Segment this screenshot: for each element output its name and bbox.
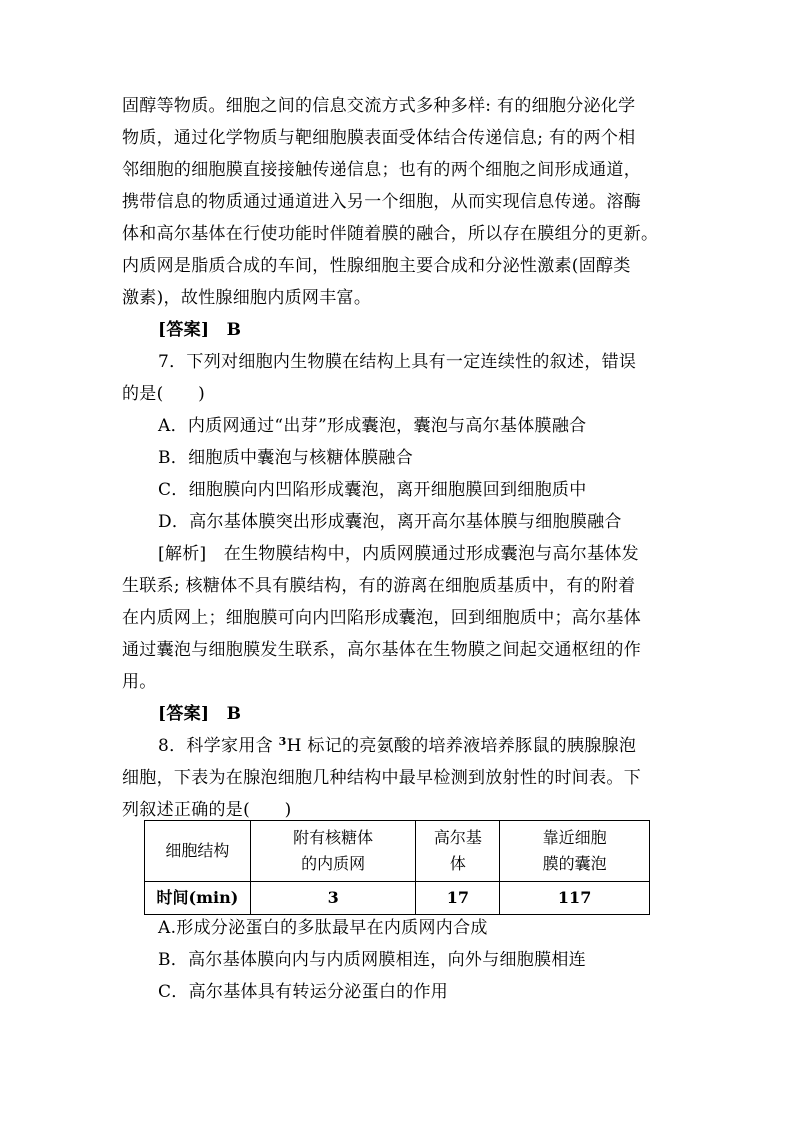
answer-7: [答案] B xyxy=(158,704,242,724)
option-b: B．高尔基体膜向内与内质网膜相连，向外与细胞膜相连 xyxy=(158,950,586,970)
header-text: 的内质网 xyxy=(301,854,366,873)
table-cell: 117 xyxy=(500,882,650,915)
row-label: 时间(min) xyxy=(145,882,251,915)
explanation-line: 激素)，故性腺细胞内质网丰富。 xyxy=(122,288,372,308)
explanation-line: [解析] 在生物膜结构中，内质网膜通过形成囊泡与高尔基体发 xyxy=(158,544,639,564)
explanation-line: 体和高尔基体在行使功能时伴随着膜的融合，所以存在膜组分的更新。 xyxy=(122,224,659,244)
explanation-line: 携带信息的物质通过通道进入另一个细胞，从而实现信息传递。溶酶 xyxy=(122,192,641,212)
header-cell xyxy=(416,821,500,882)
table-row xyxy=(145,882,650,915)
question-8-stem: 列叙述正确的是( ) xyxy=(122,800,292,820)
header-text: 靠近细胞 xyxy=(542,828,607,847)
question-8-stem xyxy=(158,734,718,758)
explanation-line: 物质，通过化学物质与靶细胞膜表面受体结合传递信息; 有的两个相 xyxy=(122,128,636,148)
table-cell: 3 xyxy=(250,882,416,915)
explanation-line: 生联系; 核糖体不具有膜结构，有的游离在细胞质基质中，有的附着 xyxy=(122,576,636,596)
header-cell: 细胞结构 xyxy=(145,821,251,882)
stem-rest: H 标记的亮氨酸的培养液培养豚鼠的胰腺腺泡 xyxy=(286,736,637,756)
table-cell: 17 xyxy=(416,882,500,915)
option-d: D．高尔基体膜突出形成囊泡，离开高尔基体膜与细胞膜融合 xyxy=(158,512,622,532)
explanation-line: 在内质网上；细胞膜可向内凹陷形成囊泡，回到细胞质中；高尔基体 xyxy=(122,608,641,628)
header-text: 体 xyxy=(449,854,466,873)
option-c: C．高尔基体具有转运分泌蛋白的作用 xyxy=(158,982,449,1002)
table-header-row xyxy=(145,821,650,882)
superscript-3: 3 xyxy=(278,735,287,748)
header-text: 高尔基 xyxy=(433,828,482,847)
explanation-line: 固醇等物质。细胞之间的信息交流方式多种多样: 有的细胞分泌化学 xyxy=(122,96,636,116)
question-8-stem: 细胞，下表为在腺泡细胞几种结构中最早检测到放射性的时间表。下 xyxy=(122,768,641,788)
explanation-line: 通过囊泡与细胞膜发生联系，高尔基体在生物膜之间起交通枢纽的作 xyxy=(122,640,641,660)
option-c: C．细胞膜向内凹陷形成囊泡，离开细胞膜回到细胞质中 xyxy=(158,480,587,500)
question-7-stem: 7．下列对细胞内生物膜在结构上具有一定连续性的叙述，错误 xyxy=(158,352,637,372)
option-a: A.形成分泌蛋白的多肽最早在内质网内合成 xyxy=(158,918,488,938)
question-7-stem: 的是( ) xyxy=(122,384,206,404)
stem-prefix: 8．科学家用含 xyxy=(158,736,279,756)
answer-6: [答案] B xyxy=(158,320,242,340)
option-a: A．内质网通过“出芽”形成囊泡，囊泡与高尔基体膜融合 xyxy=(158,416,587,436)
header-cell xyxy=(500,821,650,882)
header-cell xyxy=(250,821,416,882)
timing-table xyxy=(144,820,650,915)
explanation-line: 内质网是脂质合成的车间，性腺细胞主要合成和分泌性激素(固醇类 xyxy=(122,256,631,276)
header-text: 膜的囊泡 xyxy=(542,854,607,873)
option-b: B．细胞质中囊泡与核糖体膜融合 xyxy=(158,448,413,468)
header-text: 附有核糖体 xyxy=(293,828,374,847)
explanation-line: 用。 xyxy=(122,672,157,692)
explanation-line: 邻细胞的细胞膜直接接触传递信息；也有的两个细胞之间形成通道， xyxy=(122,160,641,180)
